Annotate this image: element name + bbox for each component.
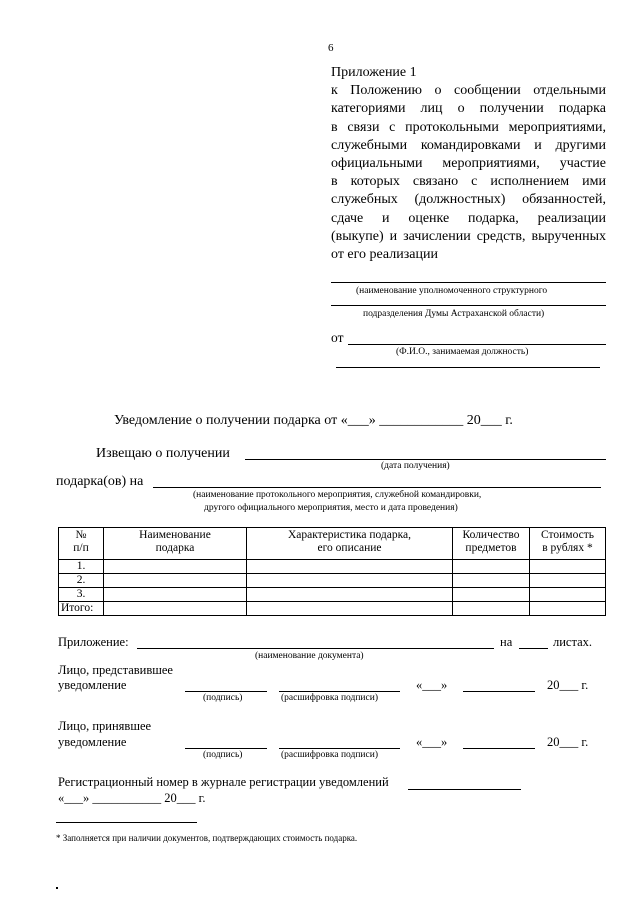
cell-gift-name[interactable] [104, 588, 247, 602]
appendix-line: в которых связано с исполнением ими [331, 174, 606, 190]
table-header-row [59, 528, 606, 560]
addressee-line-1 [331, 282, 606, 283]
table-total-row [59, 602, 606, 616]
attachment-label: Приложение: [58, 635, 129, 649]
table-row [59, 574, 606, 588]
signer1-decode-caption: (расшифровка подписи) [281, 693, 378, 703]
signer1-line2: уведомление [58, 678, 127, 692]
appendix-block [331, 64, 606, 264]
signer1-year: 20___ г. [547, 678, 589, 692]
signer2-day: «___» [416, 735, 448, 749]
gift-table [58, 527, 606, 616]
signer2-sign-line [185, 748, 267, 749]
from-line [348, 344, 606, 345]
attachment-on: на [500, 635, 513, 649]
header-quantity: Количество предметов [453, 528, 530, 560]
cell-quantity[interactable] [453, 574, 530, 588]
appendix-line: официальными мероприятиями, участие [331, 156, 606, 172]
sheets-count-line [519, 648, 548, 649]
cell-cost[interactable] [530, 588, 606, 602]
cell-description[interactable] [247, 602, 453, 616]
addressee-line-2 [331, 305, 606, 306]
appendix-line: от его реализации [331, 247, 438, 263]
cell-description[interactable] [247, 588, 453, 602]
receipt-caption: (дата получения) [381, 461, 450, 471]
footnote-separator [56, 822, 197, 823]
signer2-month-line [463, 748, 535, 749]
appendix-line: к Положению о сообщении отдельными [331, 83, 606, 99]
gift-label: подарка(ов) на [56, 474, 144, 489]
row-number: 1. [59, 560, 104, 574]
signer2-sign-caption: (подпись) [203, 750, 243, 760]
header-number: № п/п [59, 528, 104, 560]
signer2-decode-caption: (расшифровка подписи) [281, 750, 378, 760]
addressee-caption-3: (Ф.И.О., занимаемая должность) [396, 347, 529, 357]
from-label: от [331, 330, 344, 345]
appendix-line: категориями лиц о получении подарка [331, 101, 606, 117]
header-cost: Стоимость в рублях * [530, 528, 606, 560]
footnote: * Заполняется при наличии документов, подтверждающих стоимость подарка. [56, 833, 358, 843]
addressee-line-3 [336, 367, 600, 368]
registration-date: «___» ___________ 20___ г. [58, 791, 206, 805]
attachment-line [137, 648, 494, 649]
header-description: Характеристика подарка, его описание [247, 528, 453, 560]
appendix-line: служебными командировками и другими [331, 137, 606, 153]
page-mark [56, 887, 58, 889]
signer2-line2: уведомление [58, 735, 127, 749]
cell-gift-name[interactable] [104, 602, 247, 616]
cell-cost[interactable] [530, 574, 606, 588]
signer1-sign-line [185, 691, 267, 692]
cell-cost[interactable] [530, 602, 606, 616]
registration-number-line [408, 789, 521, 790]
signer2-line1: Лицо, принявшее [58, 719, 152, 733]
signer2-year: 20___ г. [547, 735, 589, 749]
cell-quantity[interactable] [453, 602, 530, 616]
signer1-day: «___» [416, 678, 448, 692]
signer1-line1: Лицо, представившее [58, 663, 173, 677]
cell-cost[interactable] [530, 560, 606, 574]
event-caption-1: (наименование протокольного мероприятия, служебной командировки, [193, 490, 482, 500]
appendix-title: Приложение 1 [331, 65, 417, 80]
cell-quantity[interactable] [453, 588, 530, 602]
appendix-line: служебных (должностных) обязанностей, [331, 192, 606, 208]
row-number: 2. [59, 574, 104, 588]
gift-line [153, 487, 601, 488]
cell-gift-name[interactable] [104, 574, 247, 588]
event-caption-2: другого официального мероприятия, место и дата проведения) [204, 503, 458, 513]
cell-gift-name[interactable] [104, 560, 247, 574]
attachment-caption: (наименование документа) [255, 651, 364, 661]
total-label: Итого: [59, 602, 104, 616]
signer2-decode-line [279, 748, 400, 749]
appendix-line: в связи с протокольными мероприятиями, [331, 119, 606, 135]
cell-description[interactable] [247, 560, 453, 574]
addressee-caption-1: (наименование уполномоченного структурного [356, 286, 548, 296]
receipt-label: Извещаю о получении [96, 446, 230, 461]
row-number: 3. [59, 588, 104, 602]
notice-title: Уведомление о получении подарка от «___» ____________ 20___ г. [114, 413, 513, 428]
cell-description[interactable] [247, 574, 453, 588]
addressee-caption-2: подразделения Думы Астраханской области) [363, 309, 545, 319]
appendix-line: сдаче и оценке подарка, реализации [331, 210, 606, 226]
attachment-sheets: листах. [553, 635, 593, 649]
receipt-line [245, 459, 606, 460]
signer1-month-line [463, 691, 535, 692]
signer1-decode-line [279, 691, 400, 692]
header-gift-name: Наименование подарка [104, 528, 247, 560]
registration-text: Регистрационный номер в журнале регистрации уведомлений [58, 775, 389, 789]
signer1-sign-caption: (подпись) [203, 693, 243, 703]
table-row [59, 588, 606, 602]
page-number: 6 [328, 42, 334, 54]
cell-quantity[interactable] [453, 560, 530, 574]
table-row [59, 560, 606, 574]
appendix-line: (выкупе) и зачислении средств, вырученных [331, 228, 606, 244]
